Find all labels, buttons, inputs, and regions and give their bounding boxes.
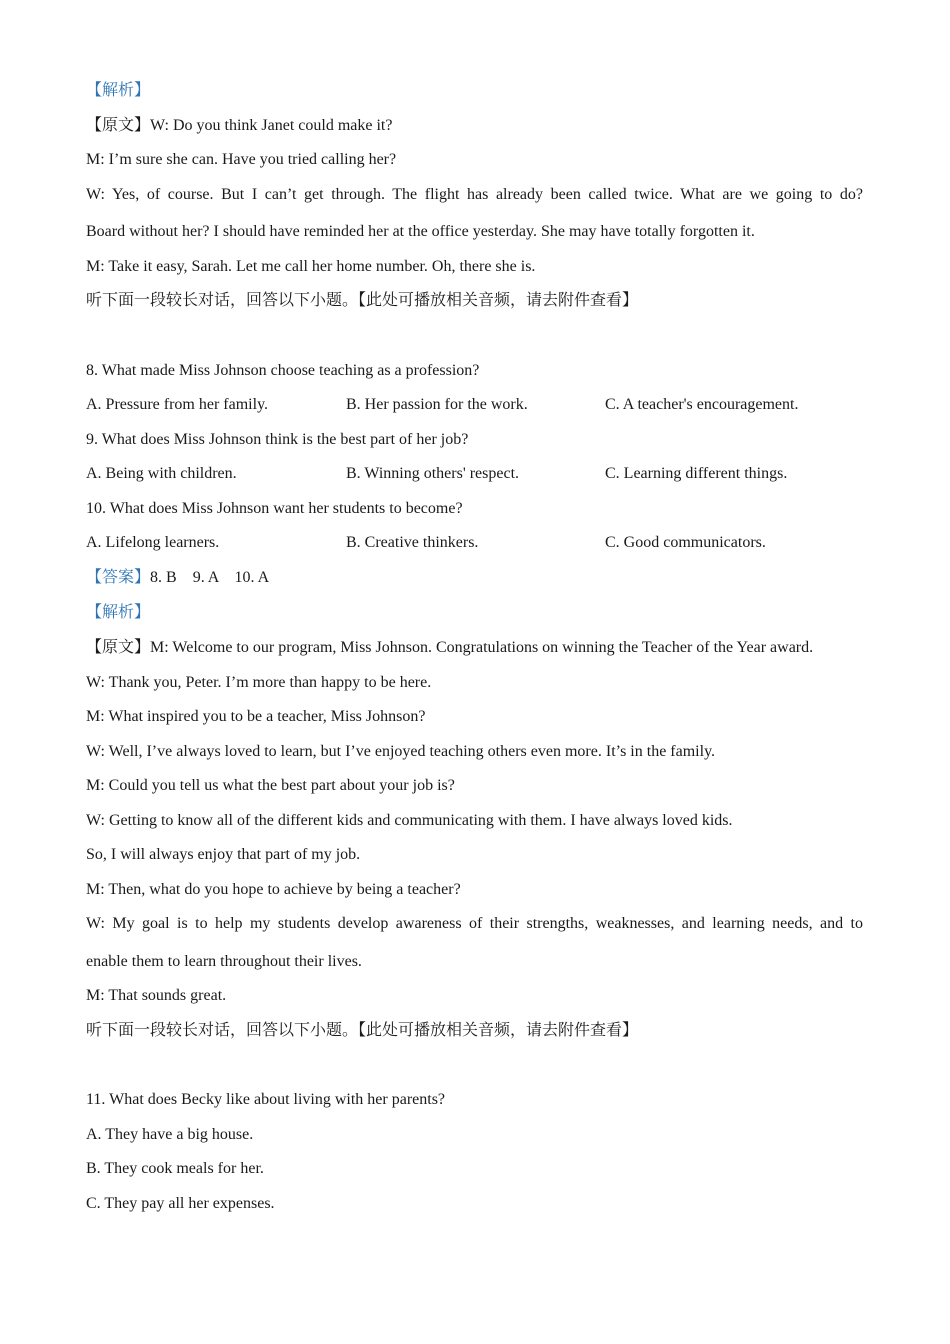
transcript-label: 【原文】: [86, 117, 151, 134]
option-a: A. They have a big house.: [86, 1126, 254, 1143]
transcript-line: M: That sounds great.: [86, 987, 227, 1004]
question-text: 8. What made Miss Johnson choose teaching as a profession?: [86, 362, 480, 379]
transcript-line: W: Getting to know all of the different kids and communicating with them. I have always loved kids.: [86, 812, 733, 829]
option-b: B. They cook meals for her.: [86, 1160, 264, 1177]
option-b: B. Her passion for the work.: [346, 396, 528, 413]
answer-text: 8. B 9. A 10. A: [150, 569, 270, 586]
question-text: 11. What does Becky like about living with her parents?: [86, 1091, 446, 1108]
question-text: 9. What does Miss Johnson think is the best part of her job?: [86, 431, 469, 448]
option-c: C. They pay all her expenses.: [86, 1195, 275, 1212]
answer-label: 【答案】: [86, 569, 151, 586]
option-c: C. Learning different things.: [605, 465, 788, 482]
option-c: C. A teacher's encouragement.: [605, 396, 799, 413]
option-b: B. Creative thinkers.: [346, 534, 479, 551]
transcript-line: 【原文】W: Do you think Janet could make it?: [86, 117, 393, 134]
document-page: [86, 0, 863, 1344]
option-a: A. Pressure from her family.: [86, 396, 269, 413]
transcript-line: M: Then, what do you hope to achieve by being a teacher?: [86, 881, 461, 898]
transcript-line: M: Take it easy, Sarah. Let me call her home number. Oh, there she is.: [86, 258, 536, 275]
transcript-label: 【原文】: [86, 639, 151, 656]
transcript-line: M: Could you tell us what the best part about your job is?: [86, 777, 455, 794]
listening-instruction: 听下面一段较长对话，回答以下小题。【此处可播放相关音频，请去附件查看】: [86, 1022, 639, 1039]
transcript-line: W: Thank you, Peter. I’m more than happy to be here.: [86, 674, 432, 691]
question-text: 10. What does Miss Johnson want her students to become?: [86, 500, 463, 517]
transcript-line: W: My goal is to help my students develop awareness of their strengths, weaknesses, and learning needs, and to: [86, 915, 863, 932]
listening-instruction: 听下面一段较长对话，回答以下小题。【此处可播放相关音频，请去附件查看】: [86, 292, 639, 309]
transcript-line: W: Yes, of course. But I can’t get through. The flight has already been called twice. What are we going to do?: [86, 186, 863, 203]
option-b: B. Winning others' respect.: [346, 465, 520, 482]
option-c: C. Good communicators.: [605, 534, 766, 551]
option-a: A. Being with children.: [86, 465, 237, 482]
analysis-label: 【解析】: [86, 82, 151, 99]
transcript-line: So, I will always enjoy that part of my job.: [86, 846, 361, 863]
transcript-line: 【原文】M: Welcome to our program, Miss Johnson. Congratulations on winning the Teacher of the Year award.: [86, 639, 814, 656]
analysis-label: 【解析】: [86, 604, 151, 621]
transcript-line: W: Well, I’ve always loved to learn, but I’ve enjoyed teaching others even more. It’s in the family.: [86, 743, 716, 760]
answer-line: [86, 568, 269, 588]
transcript-line: enable them to learn throughout their lives.: [86, 953, 362, 970]
option-a: A. Lifelong learners.: [86, 534, 220, 551]
transcript-line: M: I’m sure she can. Have you tried calling her?: [86, 151, 397, 168]
transcript-line: Board without her? I should have reminded her at the office yesterday. She may have totally forgotten it.: [86, 223, 755, 240]
transcript-line: M: What inspired you to be a teacher, Miss Johnson?: [86, 708, 426, 725]
